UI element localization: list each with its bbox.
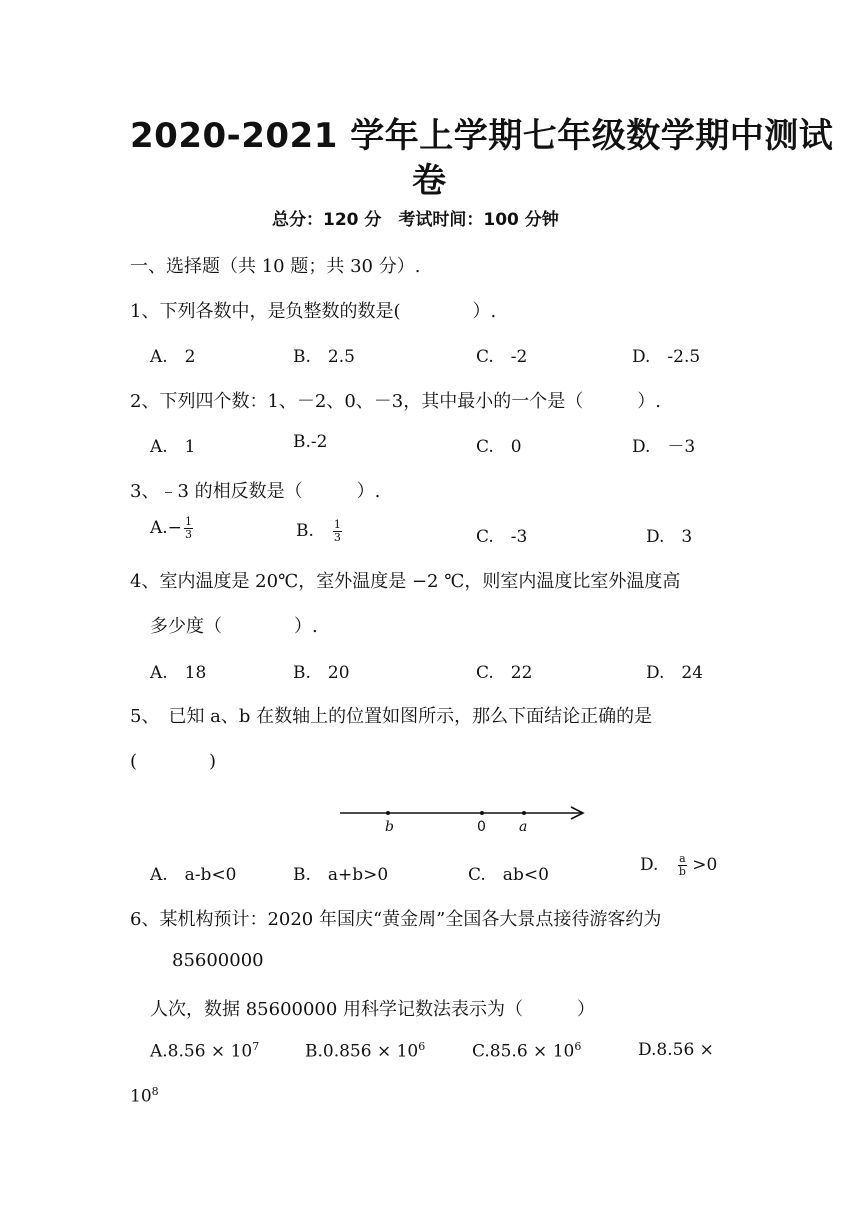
q4-option-b: B. 20 bbox=[293, 663, 350, 683]
q3-option-c: C. -3 bbox=[476, 527, 528, 547]
fraction-one-third bbox=[333, 519, 342, 544]
fraction-denominator: 3 bbox=[184, 528, 192, 541]
q6-option-a-exponent: 7 bbox=[252, 1040, 260, 1053]
page-title-continued: 卷 bbox=[412, 161, 447, 201]
fraction-denominator: 3 bbox=[333, 531, 341, 544]
fraction-denominator: b bbox=[678, 865, 686, 878]
q6-option-a bbox=[150, 1040, 259, 1062]
q6-option-a-base: A.8.56 × 10 bbox=[150, 1041, 253, 1062]
q6-option-b-exponent: 6 bbox=[418, 1040, 426, 1053]
question-6-line-2: 人次，数据 85600000 用科学记数法表示为（ ） bbox=[150, 999, 596, 1020]
label-zero: 0 bbox=[477, 819, 486, 835]
page-title: 2020-2021 学年上学期七年级数学期中测试 bbox=[130, 116, 834, 156]
question-6-number: 85600000 bbox=[172, 950, 264, 971]
q6-option-d-continued bbox=[130, 1085, 159, 1107]
question-4-line-2: 多少度（ ）. bbox=[150, 616, 318, 637]
q2-option-d: D. －3 bbox=[632, 437, 696, 457]
q3-option-a-prefix: A.− bbox=[150, 518, 182, 538]
question-1: 1、下列各数中，是负整数的数是( ）. bbox=[130, 301, 497, 322]
label-b: b bbox=[385, 819, 394, 835]
fraction-numerator: 1 bbox=[184, 515, 192, 528]
number-line-figure bbox=[335, 800, 590, 836]
q6-option-b-base: B.0.856 × 10 bbox=[305, 1041, 419, 1062]
point-zero bbox=[480, 811, 484, 815]
q4-option-a: A. 18 bbox=[150, 663, 207, 683]
q2-option-c: C. 0 bbox=[476, 437, 522, 457]
q2-option-a: A. 1 bbox=[150, 437, 196, 457]
q4-option-c: C. 22 bbox=[476, 663, 533, 683]
q5-option-a: A. a-b<0 bbox=[150, 865, 237, 885]
fraction-numerator: 1 bbox=[333, 518, 341, 531]
q3-option-d: D. 3 bbox=[646, 527, 693, 547]
q6-option-c-base: C.85.6 × 10 bbox=[472, 1041, 575, 1062]
question-5-line-1: 5、 已知 a、b 在数轴上的位置如图所示，那么下面结论正确的是 bbox=[130, 706, 653, 727]
q1-option-b: B. 2.5 bbox=[293, 347, 355, 367]
question-6-line-1: 6、某机构预计：2020 年国庆“黄金周”全国各大景点接待游客约为 bbox=[130, 909, 662, 930]
q6-option-c-exponent: 6 bbox=[574, 1040, 582, 1053]
q1-option-d: D. -2.5 bbox=[632, 347, 701, 367]
fraction-a-over-b bbox=[678, 853, 687, 878]
q3-option-a bbox=[150, 516, 193, 541]
question-4-line-1: 4、室内温度是 20℃，室外温度是 −2 ℃，则室内温度比室外温度高 bbox=[130, 571, 681, 592]
q6-option-d: D.8.56 × bbox=[638, 1040, 714, 1060]
question-5-line-2: ( ) bbox=[130, 751, 217, 772]
exam-info: 总分：120 分 考试时间：100 分钟 bbox=[272, 210, 559, 230]
q5-option-d-prefix: D. bbox=[640, 855, 659, 875]
q3-option-b-prefix: B. bbox=[296, 521, 331, 541]
q6-option-b bbox=[305, 1040, 425, 1062]
q6-option-d-base: 10 bbox=[130, 1086, 152, 1107]
fraction-numerator: a bbox=[679, 852, 686, 865]
q1-option-c: C. -2 bbox=[476, 347, 528, 367]
q6-option-d-exponent: 8 bbox=[151, 1085, 159, 1098]
question-2: 2、下列四个数：1、－2、0、－3，其中最小的一个是（ ）. bbox=[130, 391, 661, 412]
point-a bbox=[522, 811, 526, 815]
q3-option-b bbox=[296, 516, 342, 544]
q5-option-d bbox=[640, 853, 717, 878]
section-heading: 一、选择题（共 10 题；共 30 分）. bbox=[130, 256, 421, 277]
q6-option-c bbox=[472, 1040, 581, 1062]
fraction-one-third bbox=[184, 516, 193, 541]
q1-option-a: A. 2 bbox=[150, 347, 196, 367]
q4-option-d: D. 24 bbox=[646, 663, 704, 683]
q5-option-c: C. ab<0 bbox=[468, 865, 549, 885]
q5-option-b: B. a+b>0 bbox=[293, 865, 389, 885]
label-a: a bbox=[519, 819, 528, 835]
point-b bbox=[386, 811, 390, 815]
q2-option-b: B.-2 bbox=[293, 432, 328, 452]
question-3: 3、﹣3 的相反数是（ ）. bbox=[130, 481, 381, 502]
q5-option-d-suffix: >0 bbox=[692, 855, 718, 875]
